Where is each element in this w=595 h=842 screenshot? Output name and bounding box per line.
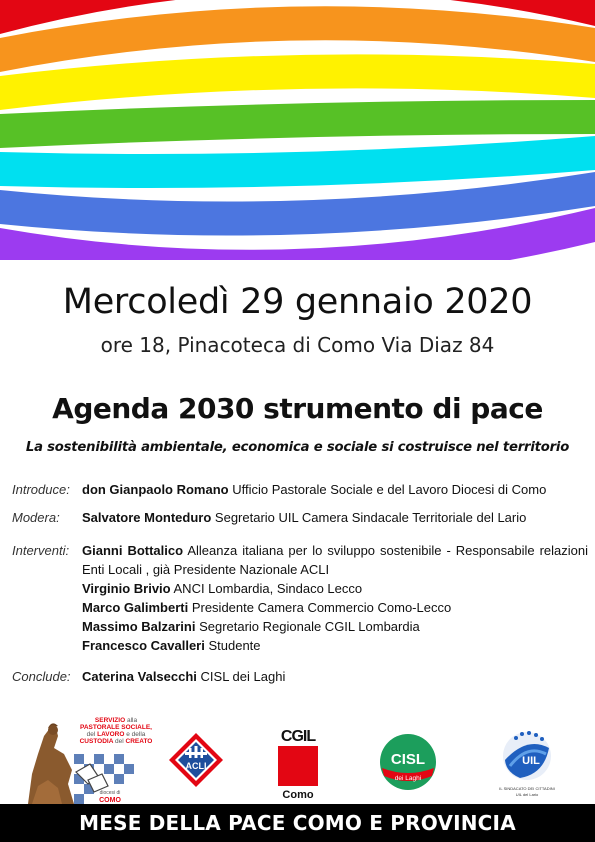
pastorale-line4c: CREATO bbox=[125, 738, 153, 745]
uil-text: UIL bbox=[522, 755, 540, 767]
speaker-desc: CISL dei Laghi bbox=[200, 669, 286, 684]
role-label: Conclude: bbox=[12, 669, 71, 684]
speaker-name: don Gianpaolo Romano bbox=[82, 482, 229, 497]
role-label: Interventi: bbox=[12, 543, 70, 558]
speaker-name: Massimo Balzarini bbox=[82, 619, 196, 634]
cisl-logo bbox=[378, 732, 438, 792]
speaker-name: Virginio Brivio bbox=[82, 581, 171, 596]
event-time-place: ore 18, Pinacoteca di Como Via Diaz 84 bbox=[100, 333, 495, 357]
pastorale-sociale-logo bbox=[18, 714, 160, 806]
acli-text: ACLI bbox=[185, 761, 207, 771]
acli-logo bbox=[168, 732, 224, 788]
pastorale-como: COMO bbox=[99, 797, 121, 804]
cisl-sub-text: dei Laghi bbox=[394, 775, 422, 782]
pastorale-line3a: del bbox=[86, 731, 96, 738]
pastorale-line4: CUSTODIA bbox=[79, 738, 114, 745]
speaker-entry bbox=[82, 598, 588, 617]
uil-caption-2: UIL del Lario bbox=[515, 792, 539, 797]
uil-logo bbox=[496, 726, 558, 802]
role-label: Introduce: bbox=[12, 482, 70, 497]
speaker-desc: Alleanza italiana per lo sviluppo sostenibile - Responsabile relazioni Enti Locali , già Presidente Nazionale ACLI bbox=[82, 543, 588, 577]
speaker-desc: Segretario UIL Camera Sindacale Territoriale del Lario bbox=[214, 510, 527, 525]
event-title: Agenda 2030 strumento di pace bbox=[52, 392, 543, 425]
sponsor-logos bbox=[0, 712, 595, 804]
pastorale-line3b: LAVORO bbox=[97, 731, 125, 738]
rainbow-band-green bbox=[0, 100, 595, 148]
speaker-name: Francesco Cavalleri bbox=[82, 638, 205, 653]
speaker-desc: Presidente Camera Commercio Como-Lecco bbox=[191, 600, 452, 615]
speaker-desc: Ufficio Pastorale Sociale e del Lavoro Diocesi di Como bbox=[232, 482, 547, 497]
pastorale-diocesi: diocesi di bbox=[99, 790, 121, 796]
cisl-text: CISL bbox=[390, 751, 426, 768]
uil-caption: IL SINDACATO DEI CITTADINI bbox=[499, 786, 555, 791]
event-date: Mercoledì 29 gennaio 2020 bbox=[62, 282, 533, 322]
cgil-text: CGIL bbox=[280, 728, 316, 745]
rainbow-banner bbox=[0, 0, 595, 260]
footer-banner: MESE DELLA PACE COMO E PROVINCIA bbox=[0, 804, 595, 842]
pastorale-line4b: del bbox=[115, 738, 124, 745]
speaker-desc: Segretario Regionale CGIL Lombardia bbox=[199, 619, 420, 634]
cgil-como-text: Como bbox=[282, 789, 314, 800]
pastorale-line3c: e della bbox=[126, 731, 146, 738]
pastorale-line1b: alla bbox=[126, 717, 138, 724]
pastorale-line2: PASTORALE SOCIALE, bbox=[80, 724, 152, 731]
speaker-name: Salvatore Monteduro bbox=[82, 510, 212, 525]
svg-text:del LAVORO e della bbox=[87, 731, 146, 738]
speaker-entry bbox=[82, 541, 588, 579]
speaker-name: Caterina Valsecchi bbox=[82, 669, 197, 684]
speaker-entry bbox=[82, 579, 588, 598]
role-label: Modera: bbox=[12, 510, 60, 525]
svg-text:SERVIZIO alla bbox=[95, 717, 138, 724]
speaker-name: Gianni Bottalico bbox=[82, 543, 184, 558]
speaker-entry bbox=[82, 617, 588, 636]
pastorale-line1: SERVIZIO bbox=[94, 717, 126, 724]
speaker-desc: Studente bbox=[208, 638, 261, 653]
speaker-entry bbox=[82, 636, 588, 655]
speaker-name: Marco Galimberti bbox=[82, 600, 189, 615]
event-subtitle: La sostenibilità ambientale, economica e sociale si costruisce nel territorio bbox=[25, 440, 570, 455]
speaker-desc: ANCI Lombardia, Sindaco Lecco bbox=[173, 581, 363, 596]
cgil-logo bbox=[272, 726, 324, 800]
svg-text:CUSTODIA del CREATO bbox=[80, 738, 153, 745]
